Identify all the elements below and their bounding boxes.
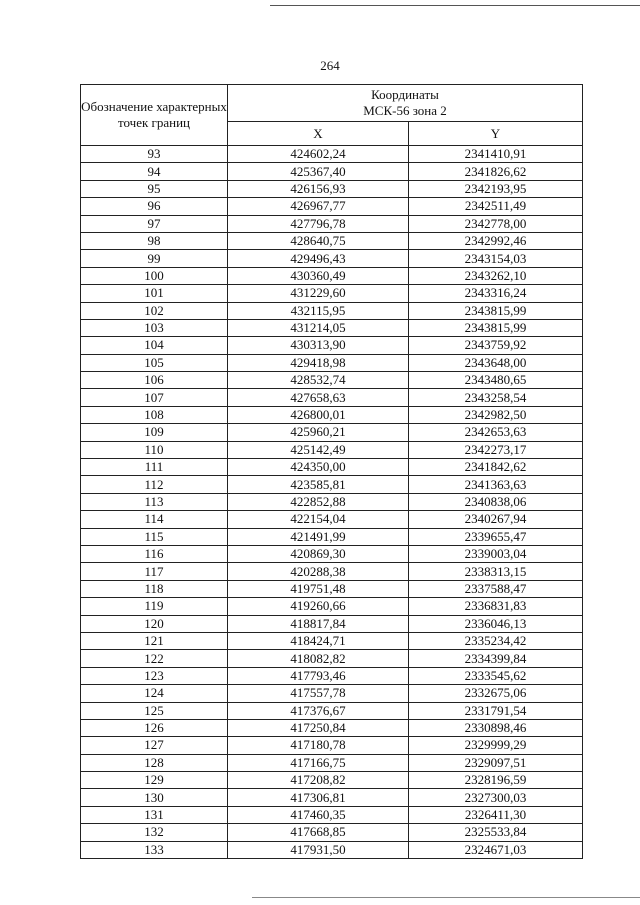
y-coordinate-cell: 2343815,99 xyxy=(409,302,583,319)
table-row xyxy=(81,302,583,319)
table-row xyxy=(81,598,583,615)
y-coordinate-cell: 2341842,62 xyxy=(409,459,583,476)
header-point-id: Обозначение характерных точек границ xyxy=(81,85,228,146)
x-coordinate-cell: 419751,48 xyxy=(228,580,409,597)
y-coordinate-cell: 2342273,17 xyxy=(409,441,583,458)
point-id-cell: 124 xyxy=(81,685,228,702)
header-y: Y xyxy=(409,122,583,146)
bottom-rule xyxy=(252,897,640,898)
point-id-cell: 109 xyxy=(81,424,228,441)
y-coordinate-cell: 2326411,30 xyxy=(409,806,583,823)
point-id-cell: 126 xyxy=(81,719,228,736)
point-id-cell: 131 xyxy=(81,806,228,823)
y-coordinate-cell: 2327300,03 xyxy=(409,789,583,806)
x-coordinate-cell: 430360,49 xyxy=(228,267,409,284)
table-row xyxy=(81,319,583,336)
x-coordinate-cell: 428640,75 xyxy=(228,232,409,249)
x-coordinate-cell: 418082,82 xyxy=(228,650,409,667)
point-id-cell: 110 xyxy=(81,441,228,458)
table-row xyxy=(81,406,583,423)
x-coordinate-cell: 420288,38 xyxy=(228,563,409,580)
y-coordinate-cell: 2339655,47 xyxy=(409,528,583,545)
table-row xyxy=(81,493,583,510)
x-coordinate-cell: 426800,01 xyxy=(228,406,409,423)
point-id-cell: 96 xyxy=(81,198,228,215)
table-row xyxy=(81,198,583,215)
x-coordinate-cell: 427658,63 xyxy=(228,389,409,406)
point-id-cell: 107 xyxy=(81,389,228,406)
table-row xyxy=(81,511,583,528)
point-id-cell: 130 xyxy=(81,789,228,806)
point-id-cell: 99 xyxy=(81,250,228,267)
point-id-cell: 105 xyxy=(81,354,228,371)
x-coordinate-cell: 417208,82 xyxy=(228,772,409,789)
y-coordinate-cell: 2331791,54 xyxy=(409,702,583,719)
point-id-cell: 125 xyxy=(81,702,228,719)
table-row xyxy=(81,667,583,684)
x-coordinate-cell: 429496,43 xyxy=(228,250,409,267)
y-coordinate-cell: 2340838,06 xyxy=(409,493,583,510)
coordinates-table xyxy=(80,84,583,859)
x-coordinate-cell: 431229,60 xyxy=(228,285,409,302)
y-coordinate-cell: 2343316,24 xyxy=(409,285,583,302)
y-coordinate-cell: 2336046,13 xyxy=(409,615,583,632)
page-number: 264 xyxy=(320,58,340,73)
table-body xyxy=(81,146,583,859)
y-coordinate-cell: 2343154,03 xyxy=(409,250,583,267)
x-coordinate-cell: 426156,93 xyxy=(228,180,409,197)
point-id-cell: 119 xyxy=(81,598,228,615)
y-coordinate-cell: 2336831,83 xyxy=(409,598,583,615)
point-id-cell: 98 xyxy=(81,232,228,249)
table-row xyxy=(81,737,583,754)
point-id-cell: 97 xyxy=(81,215,228,232)
x-coordinate-cell: 424350,00 xyxy=(228,459,409,476)
point-id-cell: 106 xyxy=(81,372,228,389)
x-coordinate-cell: 417668,85 xyxy=(228,824,409,841)
y-coordinate-cell: 2330898,46 xyxy=(409,719,583,736)
table-row xyxy=(81,180,583,197)
point-id-cell: 116 xyxy=(81,545,228,562)
table-row xyxy=(81,441,583,458)
x-coordinate-cell: 429418,98 xyxy=(228,354,409,371)
header-coordinate-system: МСК-56 зона 2 xyxy=(363,103,447,119)
table-row xyxy=(81,632,583,649)
y-coordinate-cell: 2338313,15 xyxy=(409,563,583,580)
y-coordinate-cell: 2324671,03 xyxy=(409,841,583,858)
point-id-cell: 127 xyxy=(81,737,228,754)
x-coordinate-cell: 417180,78 xyxy=(228,737,409,754)
x-coordinate-cell: 431214,05 xyxy=(228,319,409,336)
y-coordinate-cell: 2333545,62 xyxy=(409,667,583,684)
table-row xyxy=(81,685,583,702)
x-coordinate-cell: 427796,78 xyxy=(228,215,409,232)
y-coordinate-cell: 2342992,46 xyxy=(409,232,583,249)
point-id-cell: 111 xyxy=(81,459,228,476)
point-id-cell: 117 xyxy=(81,563,228,580)
x-coordinate-cell: 417931,50 xyxy=(228,841,409,858)
table-row xyxy=(81,354,583,371)
point-id-cell: 120 xyxy=(81,615,228,632)
table-row xyxy=(81,372,583,389)
table-row xyxy=(81,615,583,632)
x-coordinate-cell: 422154,04 xyxy=(228,511,409,528)
table-row xyxy=(81,267,583,284)
y-coordinate-cell: 2342778,00 xyxy=(409,215,583,232)
y-coordinate-cell: 2341826,62 xyxy=(409,163,583,180)
x-coordinate-cell: 428532,74 xyxy=(228,372,409,389)
x-coordinate-cell: 430313,90 xyxy=(228,337,409,354)
y-coordinate-cell: 2343815,99 xyxy=(409,319,583,336)
y-coordinate-cell: 2343759,92 xyxy=(409,337,583,354)
y-coordinate-cell: 2342653,63 xyxy=(409,424,583,441)
table-row xyxy=(81,545,583,562)
point-id-cell: 121 xyxy=(81,632,228,649)
point-id-cell: 103 xyxy=(81,319,228,336)
y-coordinate-cell: 2343480,65 xyxy=(409,372,583,389)
x-coordinate-cell: 418424,71 xyxy=(228,632,409,649)
header-coordinates xyxy=(228,85,583,122)
point-id-cell: 118 xyxy=(81,580,228,597)
x-coordinate-cell: 421491,99 xyxy=(228,528,409,545)
y-coordinate-cell: 2334399,84 xyxy=(409,650,583,667)
point-id-cell: 94 xyxy=(81,163,228,180)
point-id-cell: 122 xyxy=(81,650,228,667)
header-x: X xyxy=(228,122,409,146)
table-row xyxy=(81,719,583,736)
x-coordinate-cell: 425142,49 xyxy=(228,441,409,458)
y-coordinate-cell: 2325533,84 xyxy=(409,824,583,841)
table-row xyxy=(81,163,583,180)
point-id-cell: 113 xyxy=(81,493,228,510)
x-coordinate-cell: 419260,66 xyxy=(228,598,409,615)
y-coordinate-cell: 2342193,95 xyxy=(409,180,583,197)
table-row xyxy=(81,476,583,493)
table-row xyxy=(81,424,583,441)
table-row xyxy=(81,285,583,302)
y-coordinate-cell: 2329097,51 xyxy=(409,754,583,771)
point-id-cell: 93 xyxy=(81,146,228,163)
y-coordinate-cell: 2340267,94 xyxy=(409,511,583,528)
table-row xyxy=(81,459,583,476)
y-coordinate-cell: 2343258,54 xyxy=(409,389,583,406)
table-row xyxy=(81,528,583,545)
table-row xyxy=(81,789,583,806)
point-id-cell: 132 xyxy=(81,824,228,841)
x-coordinate-cell: 422852,88 xyxy=(228,493,409,510)
x-coordinate-cell: 417250,84 xyxy=(228,719,409,736)
x-coordinate-cell: 418817,84 xyxy=(228,615,409,632)
x-coordinate-cell: 423585,81 xyxy=(228,476,409,493)
header-coordinates-title: Координаты xyxy=(371,87,439,103)
table-row xyxy=(81,250,583,267)
point-id-cell: 101 xyxy=(81,285,228,302)
x-coordinate-cell: 417793,46 xyxy=(228,667,409,684)
table-row xyxy=(81,824,583,841)
point-id-cell: 115 xyxy=(81,528,228,545)
point-id-cell: 102 xyxy=(81,302,228,319)
point-id-cell: 114 xyxy=(81,511,228,528)
y-coordinate-cell: 2341363,63 xyxy=(409,476,583,493)
table-row xyxy=(81,841,583,858)
x-coordinate-cell: 432115,95 xyxy=(228,302,409,319)
y-coordinate-cell: 2339003,04 xyxy=(409,545,583,562)
x-coordinate-cell: 426967,77 xyxy=(228,198,409,215)
point-id-cell: 95 xyxy=(81,180,228,197)
point-id-cell: 128 xyxy=(81,754,228,771)
table-row xyxy=(81,563,583,580)
x-coordinate-cell: 417460,35 xyxy=(228,806,409,823)
table-row xyxy=(81,650,583,667)
y-coordinate-cell: 2341410,91 xyxy=(409,146,583,163)
y-coordinate-cell: 2343262,10 xyxy=(409,267,583,284)
point-id-cell: 112 xyxy=(81,476,228,493)
table-row xyxy=(81,806,583,823)
table-row xyxy=(81,215,583,232)
x-coordinate-cell: 417376,67 xyxy=(228,702,409,719)
point-id-cell: 100 xyxy=(81,267,228,284)
table-row xyxy=(81,337,583,354)
x-coordinate-cell: 425960,21 xyxy=(228,424,409,441)
point-id-cell: 133 xyxy=(81,841,228,858)
table-row xyxy=(81,702,583,719)
y-coordinate-cell: 2337588,47 xyxy=(409,580,583,597)
y-coordinate-cell: 2332675,06 xyxy=(409,685,583,702)
point-id-cell: 129 xyxy=(81,772,228,789)
x-coordinate-cell: 424602,24 xyxy=(228,146,409,163)
table-row xyxy=(81,772,583,789)
x-coordinate-cell: 417166,75 xyxy=(228,754,409,771)
top-rule xyxy=(270,5,640,6)
x-coordinate-cell: 420869,30 xyxy=(228,545,409,562)
point-id-cell: 104 xyxy=(81,337,228,354)
table-row xyxy=(81,580,583,597)
y-coordinate-cell: 2342982,50 xyxy=(409,406,583,423)
y-coordinate-cell: 2329999,29 xyxy=(409,737,583,754)
y-coordinate-cell: 2342511,49 xyxy=(409,198,583,215)
point-id-cell: 108 xyxy=(81,406,228,423)
x-coordinate-cell: 417306,81 xyxy=(228,789,409,806)
table-row xyxy=(81,232,583,249)
table-row xyxy=(81,754,583,771)
x-coordinate-cell: 417557,78 xyxy=(228,685,409,702)
y-coordinate-cell: 2335234,42 xyxy=(409,632,583,649)
table-row xyxy=(81,146,583,163)
y-coordinate-cell: 2343648,00 xyxy=(409,354,583,371)
y-coordinate-cell: 2328196,59 xyxy=(409,772,583,789)
point-id-cell: 123 xyxy=(81,667,228,684)
x-coordinate-cell: 425367,40 xyxy=(228,163,409,180)
table-row xyxy=(81,389,583,406)
